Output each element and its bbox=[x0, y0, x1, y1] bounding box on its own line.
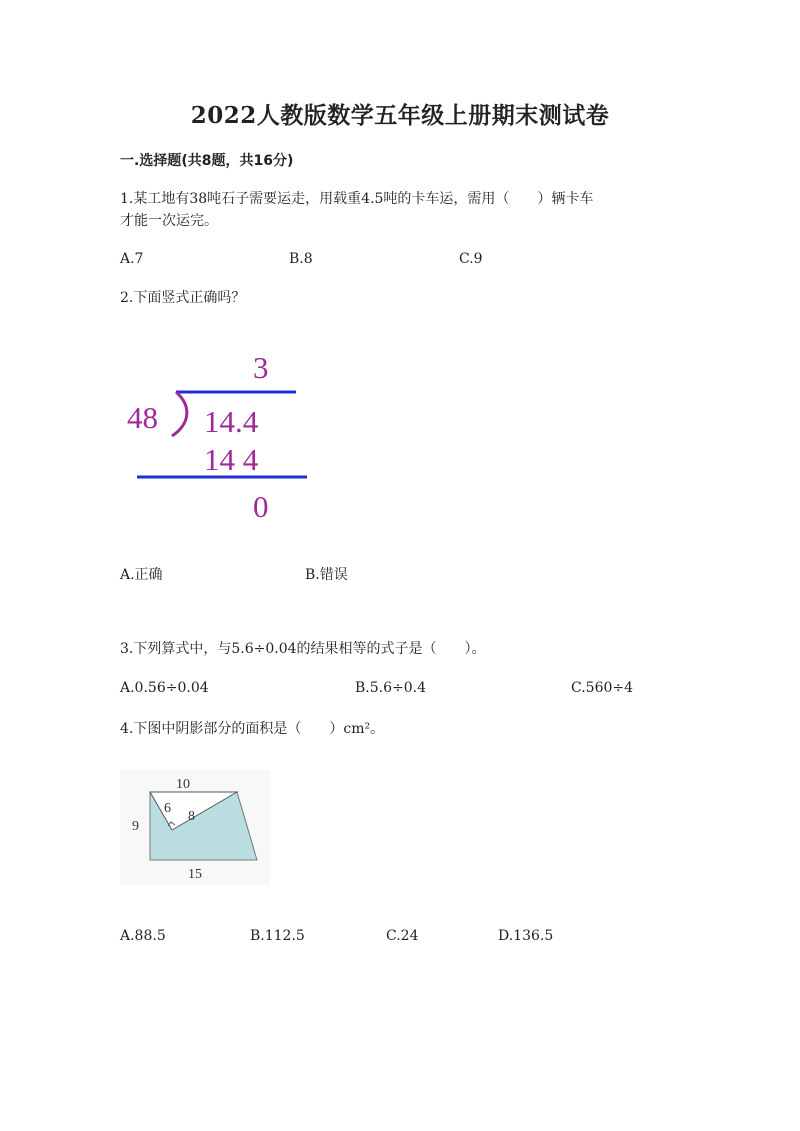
label-left: 9 bbox=[132, 819, 139, 834]
q4-option-b[interactable]: B.112.5 bbox=[250, 928, 305, 944]
question-1-line1: 1.某工地有38吨石子需要运走，用载重4.5吨的卡车运，需用（ ）辆卡车 bbox=[120, 191, 594, 207]
q1-option-a[interactable]: A.7 bbox=[120, 251, 144, 267]
q1-option-b[interactable]: B.8 bbox=[289, 251, 313, 267]
label-short-leg: 6 bbox=[164, 801, 171, 816]
q2-option-b[interactable]: B.错误 bbox=[305, 567, 348, 583]
shaded-area-figure bbox=[120, 770, 270, 885]
q2-option-a[interactable]: A.正确 bbox=[120, 567, 163, 583]
question-2: 2.下面竖式正确吗？ bbox=[120, 290, 246, 306]
label-top: 10 bbox=[176, 777, 190, 792]
long-division-figure bbox=[120, 340, 320, 530]
question-1-line2: 才能一次运完。 bbox=[120, 213, 218, 229]
label-long-leg: 8 bbox=[188, 809, 195, 824]
page-title: 2022人教版数学五年级上册期末测试卷 bbox=[190, 102, 610, 129]
division-quotient: 3 bbox=[253, 350, 269, 385]
division-product: 14 4 bbox=[204, 442, 259, 477]
q3-option-c[interactable]: C.560÷4 bbox=[571, 680, 634, 696]
section-heading: 一.选择题(共8题，共16分) bbox=[120, 153, 294, 169]
division-remainder: 0 bbox=[253, 489, 269, 524]
q4-option-c[interactable]: C.24 bbox=[386, 928, 419, 944]
division-dividend: 14.4 bbox=[204, 404, 259, 439]
q3-option-b[interactable]: B.5.6÷0.4 bbox=[355, 680, 426, 696]
q3-option-a[interactable]: A.0.56÷0.04 bbox=[120, 680, 209, 696]
q4-option-d[interactable]: D.136.5 bbox=[498, 928, 554, 944]
division-divisor: 48 bbox=[127, 400, 158, 435]
question-4: 4.下图中阴影部分的面积是（ ）cm²。 bbox=[120, 721, 385, 737]
label-bottom: 15 bbox=[188, 867, 202, 882]
division-bracket bbox=[172, 392, 187, 436]
q1-option-c[interactable]: C.9 bbox=[459, 251, 483, 267]
question-3: 3.下列算式中，与5.6÷0.04的结果相等的式子是（ ）。 bbox=[120, 641, 486, 657]
q4-option-a[interactable]: A.88.5 bbox=[120, 928, 166, 944]
